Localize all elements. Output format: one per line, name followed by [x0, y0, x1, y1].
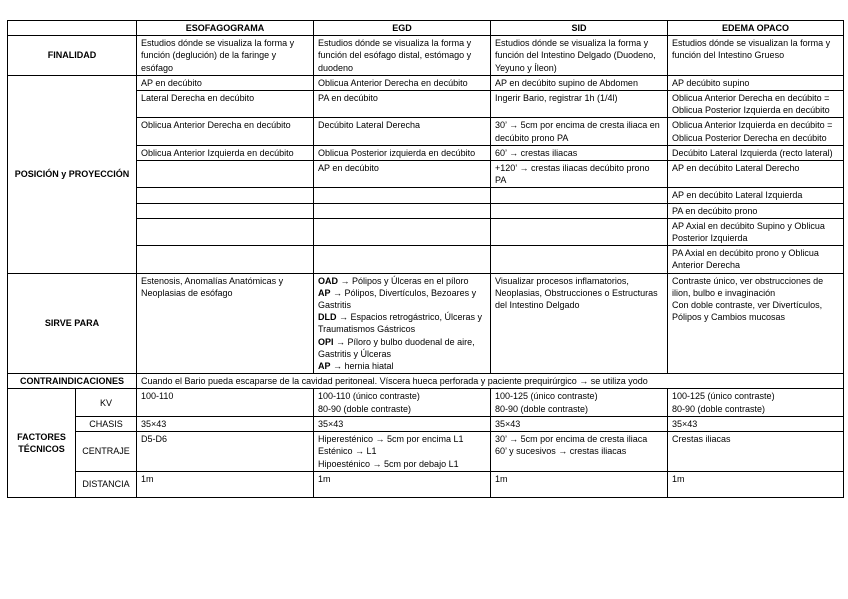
posicion-cell: PA en decúbito [314, 91, 491, 118]
posicion-cell: Decúbito Lateral Izquierda (recto lateral) [668, 145, 844, 160]
posicion-cell: +120’ → crestas iliacas decúbito prono PA [491, 161, 668, 188]
header-corner [8, 21, 137, 36]
centraje-line: Hiperesténico → 5cm por encima L1 [318, 434, 464, 445]
centraje-row [8, 432, 844, 472]
kv-row [8, 389, 844, 416]
header-egd: EGD [314, 21, 491, 36]
posicion-cell [491, 218, 668, 245]
posicion-cell [491, 203, 668, 218]
factores-label: FACTORES TÉCNICOS [8, 389, 76, 497]
posicion-cell: 60’ → crestas iliacas [491, 145, 668, 160]
posicion-cell [314, 188, 491, 203]
centraje-line: 30’ → 5cm por encima de cresta iliaca [495, 434, 648, 445]
projection-text: → Espacios retrogástrico, Úlceras y Traumatismos Gástricos [318, 312, 483, 335]
centraje-line: Hipoesténico → 5cm por debajo L1 [318, 458, 459, 469]
kv-label: KV [76, 389, 137, 416]
sirve-egd [314, 273, 491, 374]
sirve-egd-item [318, 360, 486, 372]
sirve-egd-item [318, 311, 486, 335]
distancia-sid: 1m [491, 471, 668, 497]
posicion-row [8, 75, 844, 90]
posicion-cell [137, 203, 314, 218]
posicion-cell [314, 246, 491, 273]
comparison-table [7, 20, 844, 498]
posicion-cell: PA en decúbito prono [668, 203, 844, 218]
chasis-egd: 35×43 [314, 416, 491, 431]
header-esofagograma: ESOFAGOGRAMA [137, 21, 314, 36]
projection-text: → Pólipos y Úlceras en el píloro [338, 275, 469, 286]
distancia-label: DISTANCIA [76, 471, 137, 497]
posicion-cell [314, 218, 491, 245]
projection-key: AP [318, 361, 331, 372]
sirve-egd-item [318, 336, 486, 360]
posicion-cell: AP en decúbito [137, 75, 314, 90]
posicion-cell: AP decúbito supino [668, 75, 844, 90]
posicion-cell: AP Axial en decúbito Supino y Oblicua Posterior Izquierda [668, 218, 844, 245]
posicion-cell: 30’ → 5cm por encima de cresta iliaca en decúbito prono PA [491, 118, 668, 145]
projection-key: AP [318, 287, 331, 298]
posicion-cell: Oblicua Anterior Izquierda en decúbito = Oblicua Posterior Derecha en decúbito [668, 118, 844, 145]
finalidad-label: FINALIDAD [8, 36, 137, 76]
sirve-egd-item [318, 287, 486, 311]
centraje-egd [314, 432, 491, 472]
contraindicaciones-label: CONTRAINDICACIONES [8, 374, 137, 389]
posicion-cell: Lateral Derecha en decúbito [137, 91, 314, 118]
posicion-cell: Oblicua Anterior Izquierda en decúbito [137, 145, 314, 160]
projection-key: DLD [318, 312, 337, 323]
finalidad-sid: Estudios dónde se visualiza la forma y función del Intestino Delgado (Duodeno, Yeyuno y Íleon) [491, 36, 668, 76]
sirve-row [8, 273, 844, 374]
finalidad-esofagograma: Estudios dónde se visualiza la forma y función (deglución) de la faringe y esófago [137, 36, 314, 76]
chasis-edema: 35×43 [668, 416, 844, 431]
posicion-cell: Oblicua Anterior Derecha en decúbito = Oblicua Posterior Izquierda en decúbito [668, 91, 844, 118]
posicion-cell: Decúbito Lateral Derecha [314, 118, 491, 145]
posicion-cell [314, 203, 491, 218]
projection-text: → Píloro y bulbo duodenal de aire, Gastritis y Úlceras [318, 336, 475, 359]
posicion-cell: PA Axial en decúbito prono y Oblicua Anterior Derecha [668, 246, 844, 273]
header-edema-opaco: EDEMA OPACO [668, 21, 844, 36]
posicion-cell [137, 218, 314, 245]
distancia-egd: 1m [314, 471, 491, 497]
centraje-edema: Crestas iliacas [668, 432, 844, 472]
posicion-cell: AP en decúbito Lateral Derecho [668, 161, 844, 188]
finalidad-edema: Estudios dónde se visualizan la forma y función del Intestino Grueso [668, 36, 844, 76]
posicion-cell [491, 246, 668, 273]
finalidad-row [8, 36, 844, 76]
centraje-line: Esténico → L1 [318, 446, 377, 457]
contraindicaciones-row [8, 374, 844, 389]
chasis-label: CHASIS [76, 416, 137, 431]
posicion-cell [491, 188, 668, 203]
sirve-egd-item [318, 275, 486, 287]
sirve-edema-line: Contraste único, ver obstrucciones de ilion, bulbo e invaginación [672, 275, 824, 298]
posicion-cell: Ingerir Bario, registrar 1h (1/4l) [491, 91, 668, 118]
distancia-row [8, 471, 844, 497]
kv-line: 80-90 (doble contraste) [672, 403, 766, 414]
chasis-row [8, 416, 844, 431]
posicion-cell: Oblicua Anterior Derecha en decúbito [314, 75, 491, 90]
sirve-edema-line: Con doble contraste, ver Divertículos, Pólipos y Cambios mucosas [672, 300, 823, 323]
kv-egd [314, 389, 491, 416]
posicion-cell [137, 246, 314, 273]
posicion-cell: AP en decúbito [314, 161, 491, 188]
kv-line: 80-90 (doble contraste) [495, 403, 589, 414]
posicion-cell: Oblicua Posterior izquierda en decúbito [314, 145, 491, 160]
posicion-cell: AP en decúbito supino de Abdomen [491, 75, 668, 90]
kv-edema [668, 389, 844, 416]
sirve-sid: Visualizar procesos inflamatorios, Neoplasias, Obstrucciones o Estructuras del Intestino Delgado [491, 273, 668, 374]
chasis-esofagograma: 35×43 [137, 416, 314, 431]
header-row [8, 21, 844, 36]
distancia-esofagograma: 1m [137, 471, 314, 497]
projection-key: OPI [318, 336, 334, 347]
posicion-cell [137, 188, 314, 203]
contraindicaciones-text: Cuando el Bario pueda escaparse de la cavidad peritoneal. Víscera hueca perforada y paciente prequirúrgico → se utiliza yodo [137, 374, 844, 389]
kv-line: 80-90 (doble contraste) [318, 403, 412, 414]
kv-line: 100-125 (único contraste) [495, 391, 598, 402]
centraje-line: 60’ y sucesivos → crestas iliacas [495, 446, 627, 457]
projection-text: → hernia hiatal [330, 361, 394, 372]
posicion-label: POSICIÓN y PROYECCIÓN [8, 75, 137, 273]
centraje-sid [491, 432, 668, 472]
projection-text: → Pólipos, Divertículos, Bezoares y Gastritis [318, 287, 477, 311]
projection-key: OAD [318, 275, 338, 286]
kv-line: 100-125 (único contraste) [672, 391, 775, 402]
kv-esofagograma: 100-110 [137, 389, 314, 416]
centraje-label: CENTRAJE [76, 432, 137, 472]
kv-line: 100-110 (único contraste) [318, 391, 420, 402]
kv-sid [491, 389, 668, 416]
posicion-cell: AP en decúbito Lateral Izquierda [668, 188, 844, 203]
centraje-esofagograma: D5-D6 [137, 432, 314, 472]
chasis-sid: 35×43 [491, 416, 668, 431]
finalidad-egd: Estudios dónde se visualiza la forma y función del esófago distal, estómago y duodeno [314, 36, 491, 76]
sirve-label: SIRVE PARA [8, 273, 137, 374]
distancia-edema: 1m [668, 471, 844, 497]
header-sid: SID [491, 21, 668, 36]
sirve-esofagograma: Estenosis, Anomalías Anatómicas y Neoplasias de esófago [137, 273, 314, 374]
sirve-edema [668, 273, 844, 374]
posicion-cell [137, 161, 314, 188]
posicion-cell: Oblicua Anterior Derecha en decúbito [137, 118, 314, 145]
